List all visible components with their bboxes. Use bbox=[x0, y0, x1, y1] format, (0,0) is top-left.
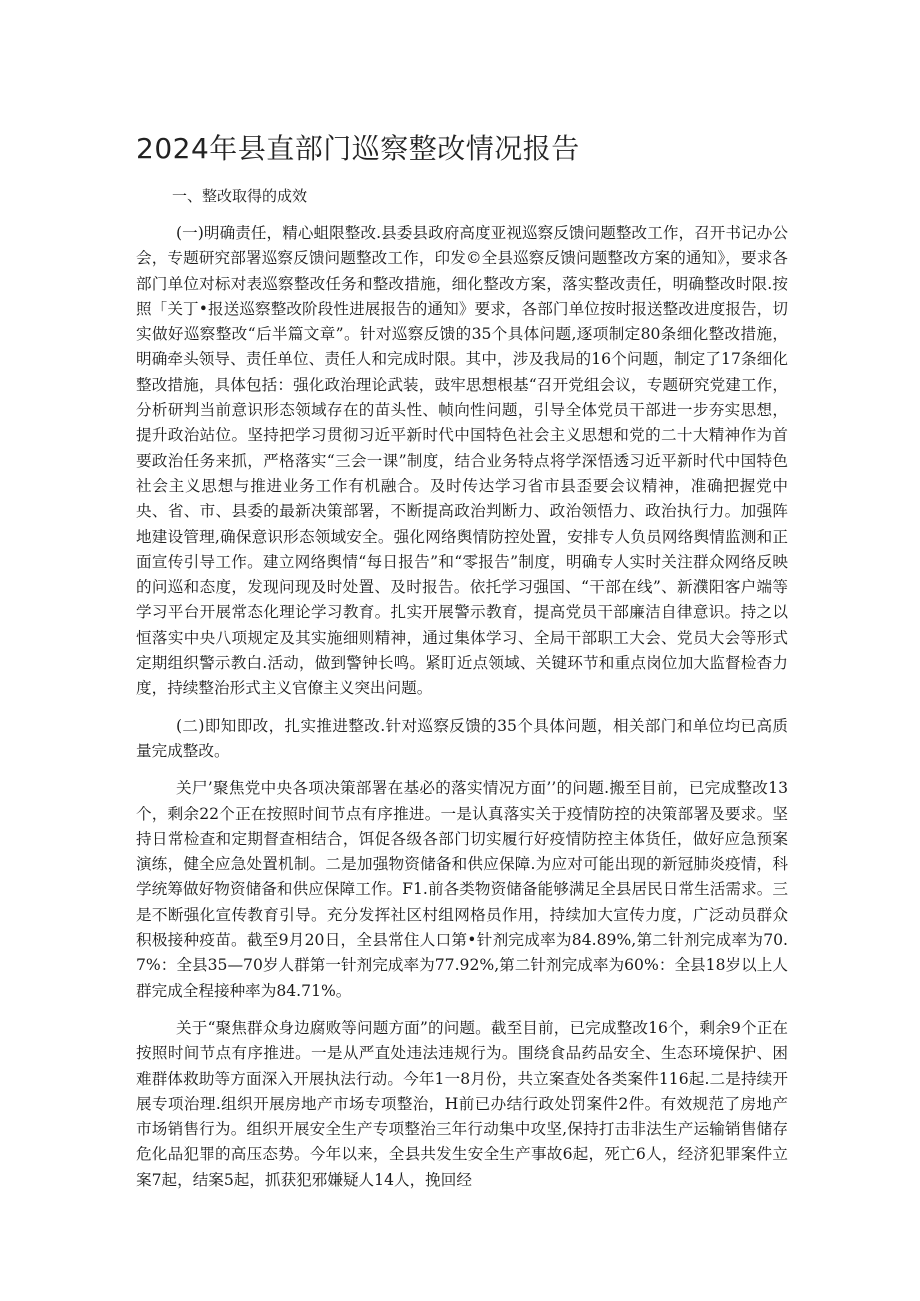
section-heading: 一、整改取得的成效 bbox=[172, 187, 308, 205]
page-title: 2024年县直部门巡察整改情况报告 bbox=[136, 132, 580, 165]
paragraph-decision-implementation: 关尸’聚焦党中央各项决策部署在基必的落实情况方面’’的问题.搬至目前，已完成整改13个，剩余22个正在按照时间节点有序推进。一是认真落实关于疫情防控的决策部署及要求。坚持日常检查和定期督查相结合，饵促各级各部门切实履行好疫情防控主体货任，做好应急预案演练，健全应急处置机制。二是加强物资储备和供应保障.为应对可能出现的新冠肺炎疫情，科学统筹做好物资储备和供应保障工作。F1.前各类物资储备能够满足全县居民日常生活需求。三是不断强化宣传教育引导。充分发挥社区村组网格员作用，持续加大宣传力度，广泛动员群众积极接种疫苗。截至9月20日，全县常住人口第•针剂完成率为84.89%,第二针剂完成率为70.7%：全县35—70岁人群第一针剂完成率为77.92%,第二针剂完成率为60%：全县18岁以上人群完成全程接种率为84.71%。 bbox=[136, 779, 788, 1000]
paragraph-immediate-rectification: (二)即知即改，扎实推进整改.针对巡察反馈的35个具体问题，相关部门和单位均已高质量完成整改。 bbox=[136, 716, 788, 760]
paragraph-corruption-issues: 关于“聚焦群众身边腐败等问题方面”的问题。截至目前，已完成整改16个，剩余9个正在按照时间节点有序推进。一是从严直处违法违规行为。围绕食品药品安全、生态环境保护、困难群体救助等方面深入开展执法行动。今年1一8月份，共立案查处各类案件116起.二是持续开展专项治理.组织开展房地产市场专项整治，H前已办结行政处罚案件2件。有效规范了房地产市场销售行为。组织开展安全生产专项整治三年行动集中攻坚,保持打击非法生产运输销售储存危化品犯罪的高压态势。今年以来，全县共发生安全生产事故6起，死亡6人，经济犯罪案件立案7起，结案5起，抓获犯邪嫌疑人14人，挽回经 bbox=[136, 1018, 788, 1189]
paragraph-responsibility: (一)明确责任，精心蛆限整改.县委县政府高度亚视巡察反馈问题整改工作，召开书记办公会，专题研究部署巡察反馈问题整改工作，印发©全县巡察反馈问题整改方案的通知》，要求各部门单位对标对表巡察整改任务和整改措施，细化整改方案，落实整改责任，明确整改时限.按照「关丁•报送巡察整改阶段性进展报告的通知》要求，各部门单位按时报送整改进度报告，切实做好巡察整改“后半篇文章”。针对巡察反馈的35个具体问题,逐项制定80条细化整改措施，明确牵头领导、责任单位、责任人和完成时限。其中，涉及我局的16个问题，制定了17条细化整改措施，具体包括：强化政治理论武装，豉牢思想根基“召开党组会议，专题研究党建工作，分析研判当前意识形态领域存在的苗头性、帧向性问题，引导全体党员干部进一步夯实思想，提升政治站位。坚持把学习贯彻习近平新时代中国特色社会主义思想和党的二十大精神作为首要政治任务来抓，严格落实“三会一课”制度，结合业务特点将学深悟透习近平新时代中国特色社会主义思想与推进业务工作有机融合。及时传达学习省市县歪要会议精神，准确把握党中央、省、市、县委的最新决策部署，不断提高政治判断力、政治领悟力、政治执行力。加强阵地建设管理,确保意识形态领域安全。强化网络舆情防控处置，安排专人负员网络舆情监测和正面宣传引导工作。建立网络舆情“每日报告”和“零报告”制度，明确专人实时关注群众网络反映的问巡和态度，发现问现及时处置、及时报告。依托学习强国、“干部在线”、新濮阳客户端等学习平台开展常态化理论学习教育。扎实开展警示教育，提高党员干部廉洁自律意识。持之以恒落实中央八项规定及其实施细则精神，通过集体学习、全局干部职工大会、党员大会等形式定期组织警示教白.活动，做到警钟长鸣。紧盯近点领域、关键环节和重点岗位加大监督检杳力度，持续整治形式主义官僚主义突出问题。 bbox=[136, 224, 788, 698]
document-body bbox=[136, 183, 788, 1205]
